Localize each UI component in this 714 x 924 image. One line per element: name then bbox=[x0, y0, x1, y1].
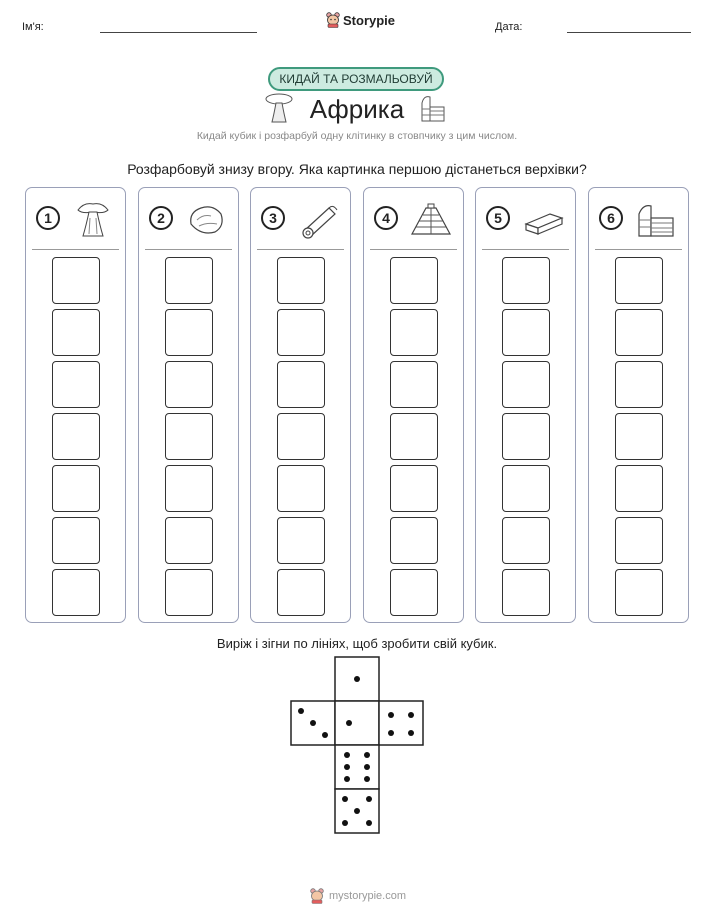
color-cell[interactable] bbox=[165, 361, 213, 408]
salt-brick-icon bbox=[520, 200, 566, 240]
color-cell[interactable] bbox=[277, 361, 325, 408]
pip bbox=[322, 732, 328, 738]
pip bbox=[366, 820, 372, 826]
pip bbox=[342, 796, 348, 802]
instruction: Розфарбовуй знизу вгору. Яка картинка першою дістанеться верхівки? bbox=[127, 161, 587, 177]
pip bbox=[344, 764, 350, 770]
baobab-tree-icon bbox=[70, 200, 116, 240]
column-6 bbox=[588, 187, 689, 623]
color-cell[interactable] bbox=[165, 413, 213, 460]
column-5 bbox=[475, 187, 576, 623]
color-cell[interactable] bbox=[615, 517, 663, 564]
activity-badge: КИДАЙ ТА РОЗМАЛЬОВУЙ bbox=[268, 67, 444, 91]
color-cell[interactable] bbox=[390, 309, 438, 356]
column-divider bbox=[32, 249, 119, 250]
color-cell[interactable] bbox=[277, 257, 325, 304]
color-cell[interactable] bbox=[390, 413, 438, 460]
column-divider bbox=[145, 249, 232, 250]
color-cell[interactable] bbox=[502, 413, 550, 460]
column-2 bbox=[138, 187, 239, 623]
date-line[interactable] bbox=[567, 32, 691, 33]
brand-name: Storypie bbox=[343, 12, 396, 28]
color-cell[interactable] bbox=[165, 465, 213, 512]
color-cell[interactable] bbox=[390, 361, 438, 408]
dice-net bbox=[290, 656, 426, 836]
pip bbox=[344, 776, 350, 782]
color-cell[interactable] bbox=[502, 465, 550, 512]
pip bbox=[408, 712, 414, 718]
column-divider bbox=[482, 249, 569, 250]
scroll-icon bbox=[295, 200, 341, 240]
die-face-4 bbox=[379, 701, 423, 745]
color-cell[interactable] bbox=[502, 361, 550, 408]
color-cell[interactable] bbox=[277, 569, 325, 616]
column-number: 3 bbox=[261, 206, 285, 230]
color-cell[interactable] bbox=[390, 465, 438, 512]
pip bbox=[344, 752, 350, 758]
color-cell[interactable] bbox=[277, 309, 325, 356]
footer bbox=[310, 888, 406, 904]
pip bbox=[298, 708, 304, 714]
color-cell[interactable] bbox=[52, 257, 100, 304]
color-cell[interactable] bbox=[52, 361, 100, 408]
die-face-6 bbox=[335, 745, 379, 789]
color-cell[interactable] bbox=[277, 465, 325, 512]
rock-icon bbox=[183, 200, 229, 240]
footer-url[interactable]: mystorypie.com bbox=[329, 890, 407, 902]
color-cell[interactable] bbox=[277, 413, 325, 460]
color-cell[interactable] bbox=[615, 257, 663, 304]
name-label: Ім'я: bbox=[22, 21, 44, 33]
pip bbox=[310, 720, 316, 726]
stone-tower-icon bbox=[418, 93, 448, 123]
color-cell[interactable] bbox=[615, 569, 663, 616]
column-1 bbox=[25, 187, 126, 623]
color-cell[interactable] bbox=[502, 257, 550, 304]
name-line[interactable] bbox=[100, 32, 257, 33]
color-cell[interactable] bbox=[502, 309, 550, 356]
color-cell[interactable] bbox=[165, 569, 213, 616]
color-cell[interactable] bbox=[165, 257, 213, 304]
pip bbox=[354, 808, 360, 814]
color-cell[interactable] bbox=[615, 465, 663, 512]
column-number: 1 bbox=[36, 206, 60, 230]
color-cell[interactable] bbox=[390, 517, 438, 564]
color-cell[interactable] bbox=[390, 569, 438, 616]
pip bbox=[408, 730, 414, 736]
storypie-mascot-icon bbox=[326, 12, 340, 28]
pip bbox=[346, 720, 352, 726]
color-cell[interactable] bbox=[52, 413, 100, 460]
pip bbox=[366, 796, 372, 802]
pip bbox=[388, 730, 394, 736]
column-divider bbox=[370, 249, 457, 250]
color-cell[interactable] bbox=[52, 309, 100, 356]
cut-instruction: Виріж і зігни по лініях, щоб зробити свій кубик. bbox=[216, 636, 498, 651]
brand-logo bbox=[326, 12, 395, 28]
storypie-mascot-icon bbox=[310, 888, 324, 904]
subtitle: Кидай кубик і розфарбуй одну клітинку в стовпчику з цим числом. bbox=[196, 130, 518, 142]
pip bbox=[388, 712, 394, 718]
color-cell[interactable] bbox=[615, 413, 663, 460]
column-number: 6 bbox=[599, 206, 623, 230]
date-label: Дата: bbox=[495, 21, 523, 33]
die-face-1-center bbox=[335, 701, 379, 745]
column-3 bbox=[250, 187, 351, 623]
color-cell[interactable] bbox=[277, 517, 325, 564]
color-cell[interactable] bbox=[502, 517, 550, 564]
color-cell[interactable] bbox=[502, 569, 550, 616]
pip bbox=[364, 752, 370, 758]
pip bbox=[342, 820, 348, 826]
column-number: 2 bbox=[149, 206, 173, 230]
color-cell[interactable] bbox=[52, 465, 100, 512]
pip bbox=[354, 676, 360, 682]
color-cell[interactable] bbox=[52, 517, 100, 564]
color-cell[interactable] bbox=[52, 569, 100, 616]
stone-tower-icon bbox=[633, 200, 679, 240]
pyramid-icon bbox=[408, 200, 454, 240]
column-divider bbox=[595, 249, 682, 250]
pip bbox=[364, 776, 370, 782]
color-cell[interactable] bbox=[615, 309, 663, 356]
color-cell[interactable] bbox=[165, 309, 213, 356]
column-number: 4 bbox=[374, 206, 398, 230]
column-number: 5 bbox=[486, 206, 510, 230]
color-cell[interactable] bbox=[165, 517, 213, 564]
column-4 bbox=[363, 187, 464, 623]
column-divider bbox=[257, 249, 344, 250]
color-cell[interactable] bbox=[615, 361, 663, 408]
pip bbox=[364, 764, 370, 770]
page-title: Африка bbox=[309, 94, 405, 124]
color-cell[interactable] bbox=[390, 257, 438, 304]
